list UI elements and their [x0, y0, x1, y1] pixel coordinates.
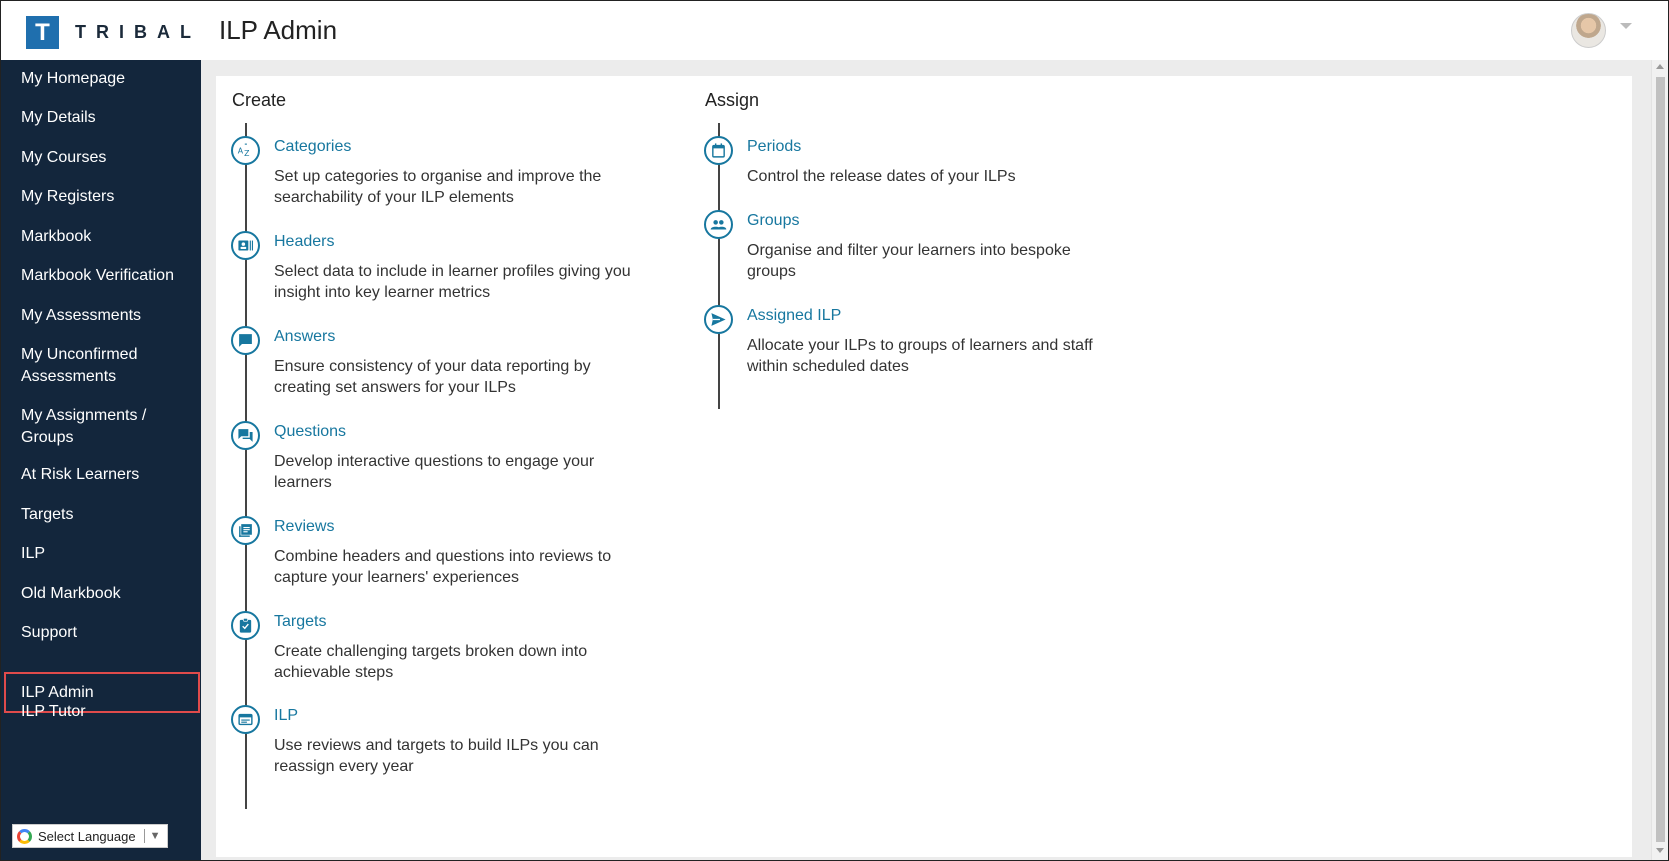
- logo-wordmark: TRIBAL: [75, 22, 201, 42]
- ilp-description-line2: reassign every year: [274, 758, 414, 775]
- sort-az-icon: [231, 136, 260, 165]
- ilp-description-line1: Use reviews and targets to build ILPs you can: [274, 737, 599, 754]
- google-icon: [17, 829, 32, 844]
- sidebar-item-targets[interactable]: Targets: [21, 506, 74, 523]
- send-icon: [704, 305, 733, 334]
- assigned-ilp-link[interactable]: Assigned ILP: [747, 307, 842, 324]
- tribal-logo[interactable]: [26, 16, 201, 49]
- sidebar-item-my-details[interactable]: My Details: [21, 109, 96, 126]
- reviews-description-line2: capture your learners' experiences: [274, 569, 519, 586]
- page-title: ILP Admin: [219, 15, 338, 45]
- answers-description-line2: creating set answers for your ILPs: [274, 379, 516, 396]
- reviews-link[interactable]: Reviews: [274, 518, 335, 535]
- window-icon: [231, 705, 260, 734]
- calendar-icon: [704, 136, 733, 165]
- categories-link[interactable]: Categories: [274, 138, 352, 155]
- divider: [144, 829, 145, 843]
- scrollbar-thumb[interactable]: [1656, 77, 1665, 842]
- headers-description-line1: Select data to include in learner profiles giving you: [274, 263, 631, 280]
- targets-description-line1: Create challenging targets broken down into: [274, 643, 588, 660]
- groups-description-line2: groups: [747, 263, 796, 280]
- dropdown-arrow-icon: ▼: [149, 830, 161, 842]
- groups-link[interactable]: Groups: [747, 212, 800, 229]
- sidebar-nav: [1, 60, 201, 860]
- headers-link[interactable]: Headers: [274, 233, 335, 250]
- periods-description-line1: Control the release dates of your ILPs: [747, 168, 1016, 185]
- sidebar-item-support[interactable]: Support: [21, 624, 78, 641]
- language-selector[interactable]: [12, 824, 168, 848]
- headers-description-line2: insight into key learner metrics: [274, 284, 491, 301]
- answers-link[interactable]: Answers: [274, 328, 336, 345]
- logo-mark: T: [26, 16, 59, 49]
- clipboard-check-icon: [231, 611, 260, 640]
- language-label: Select Language: [38, 828, 136, 844]
- chat-bubble-icon: [231, 326, 260, 355]
- sidebar-item-old-markbook[interactable]: Old Markbook: [21, 585, 121, 602]
- groups-description-line1: Organise and filter your learners into bespoke: [747, 242, 1071, 259]
- sidebar-item-ilp-tutor[interactable]: ILP Tutor: [21, 703, 86, 720]
- vertical-scrollbar[interactable]: [1651, 60, 1668, 860]
- content-card: [216, 76, 1632, 857]
- sidebar-item-at-risk-learners[interactable]: At Risk Learners: [21, 466, 140, 483]
- sidebar-item-markbook-verification[interactable]: Markbook Verification: [21, 267, 174, 284]
- periods-link[interactable]: Periods: [747, 138, 802, 155]
- people-icon: [704, 210, 733, 239]
- questions-link[interactable]: Questions: [274, 423, 347, 440]
- reviews-description-line1: Combine headers and questions into reviews to: [274, 548, 612, 565]
- sidebar-item-my-unconfirmed-assessments[interactable]: My Unconfirmed Assessments: [21, 346, 138, 385]
- sidebar-item-my-homepage[interactable]: My Homepage: [21, 70, 126, 87]
- sidebar-item-my-registers[interactable]: My Registers: [21, 188, 115, 205]
- categories-description-line2: searchability of your ILP elements: [274, 189, 514, 206]
- svg-text:Z: Z: [244, 149, 250, 159]
- questions-description-line1: Develop interactive questions to engage your: [274, 453, 595, 470]
- assign-section-title: Assign: [705, 90, 760, 110]
- create-section-title: Create: [232, 90, 287, 110]
- sidebar-item-markbook[interactable]: Markbook: [21, 228, 92, 245]
- sidebar-item-ilp-admin[interactable]: ILP Admin: [4, 672, 200, 713]
- document-list-icon: [231, 516, 260, 545]
- sidebar-item-my-assignments-groups[interactable]: My Assignments / Groups: [21, 407, 147, 446]
- questions-description-line2: learners: [274, 474, 332, 491]
- assigned-ilp-description-line2: within scheduled dates: [747, 358, 909, 375]
- user-avatar[interactable]: [1571, 13, 1606, 48]
- answers-description-line1: Ensure consistency of your data reporting by: [274, 358, 591, 375]
- categories-description-line1: Set up categories to organise and improve the: [274, 168, 602, 185]
- chevron-down-icon[interactable]: [1620, 23, 1632, 29]
- sidebar-item-my-courses[interactable]: My Courses: [21, 149, 107, 166]
- forum-icon: [231, 421, 260, 450]
- assign-timeline-line: [718, 123, 720, 409]
- scroll-up-arrow-icon[interactable]: [1656, 64, 1664, 69]
- targets-link[interactable]: Targets: [274, 613, 327, 630]
- assigned-ilp-description-line1: Allocate your ILPs to groups of learners and staff: [747, 337, 1093, 354]
- sidebar-item-my-assessments[interactable]: My Assessments: [21, 307, 142, 324]
- profile-card-icon: [231, 231, 260, 260]
- svg-text:A: A: [237, 146, 244, 156]
- sidebar-item-ilp[interactable]: ILP: [21, 545, 46, 562]
- scroll-down-arrow-icon[interactable]: [1656, 848, 1664, 853]
- top-header: [1, 1, 1668, 60]
- targets-description-line2: achievable steps: [274, 664, 394, 681]
- ilp-link[interactable]: ILP: [274, 707, 299, 724]
